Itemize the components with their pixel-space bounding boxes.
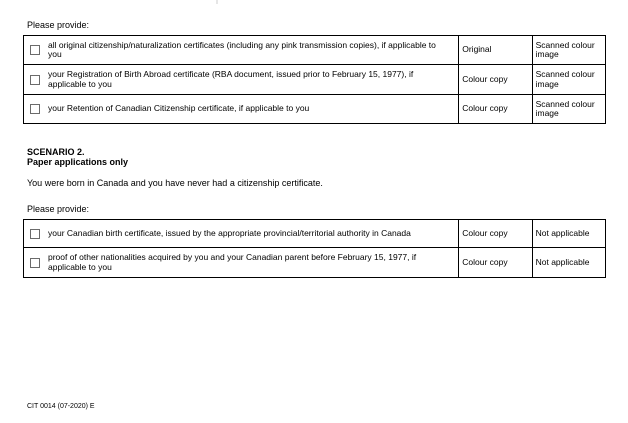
copy-type-cell: Colour copy [459,220,532,248]
copy-type-cell: Colour copy [459,95,532,124]
requirement-text: all original citizenship/naturalization certificates (including any pink transmission copies), if applicable to you [48,39,436,59]
checkbox[interactable] [30,229,40,239]
scan-type-cell: Not applicable [532,220,605,248]
requirement-text: your Retention of Canadian Citizenship certificate, if applicable to you [48,103,310,114]
form-code: CIT 0014 (07-2020) E [27,403,95,410]
scan-type-cell: Scanned colour image [532,65,605,95]
table-row [24,248,606,278]
scenario1-table [23,35,606,124]
scenario-subtitle: Paper applications only [27,157,129,167]
table-row [24,65,606,95]
scan-type-cell: Not applicable [532,248,605,278]
table-row [24,95,606,124]
scenario-description: You were born in Canada and you have never had a citizenship certificate. [27,178,323,188]
checkbox[interactable] [30,45,40,55]
copy-type-cell: Colour copy [459,248,532,278]
requirement-text: proof of other nationalities acquired by you and your Canadian parent before February 15, 1977, if applicable to you [48,252,417,272]
table-row [24,36,606,65]
table-row [24,220,606,248]
checkbox[interactable] [30,75,40,85]
requirement-text: your Registration of Birth Abroad certificate (RBA document, issued prior to February 15, 1977), if applicable to you [48,69,414,89]
please-provide-label-2: Please provide: [27,204,90,214]
scenario2-table [23,219,606,278]
checkbox[interactable] [30,104,40,114]
requirement-text: your Canadian birth certificate, issued by the appropriate provincial/territorial authority in Canada [48,227,411,238]
scenario-title: SCENARIO 2. [27,147,85,157]
checkbox[interactable] [30,258,40,268]
please-provide-label-1: Please provide: [27,20,90,30]
copy-type-cell: Original [459,36,532,65]
scan-type-cell: Scanned colour image [532,95,605,124]
scroll-divider [216,0,218,4]
copy-type-cell: Colour copy [459,65,532,95]
scan-type-cell: Scanned colour image [532,36,605,65]
